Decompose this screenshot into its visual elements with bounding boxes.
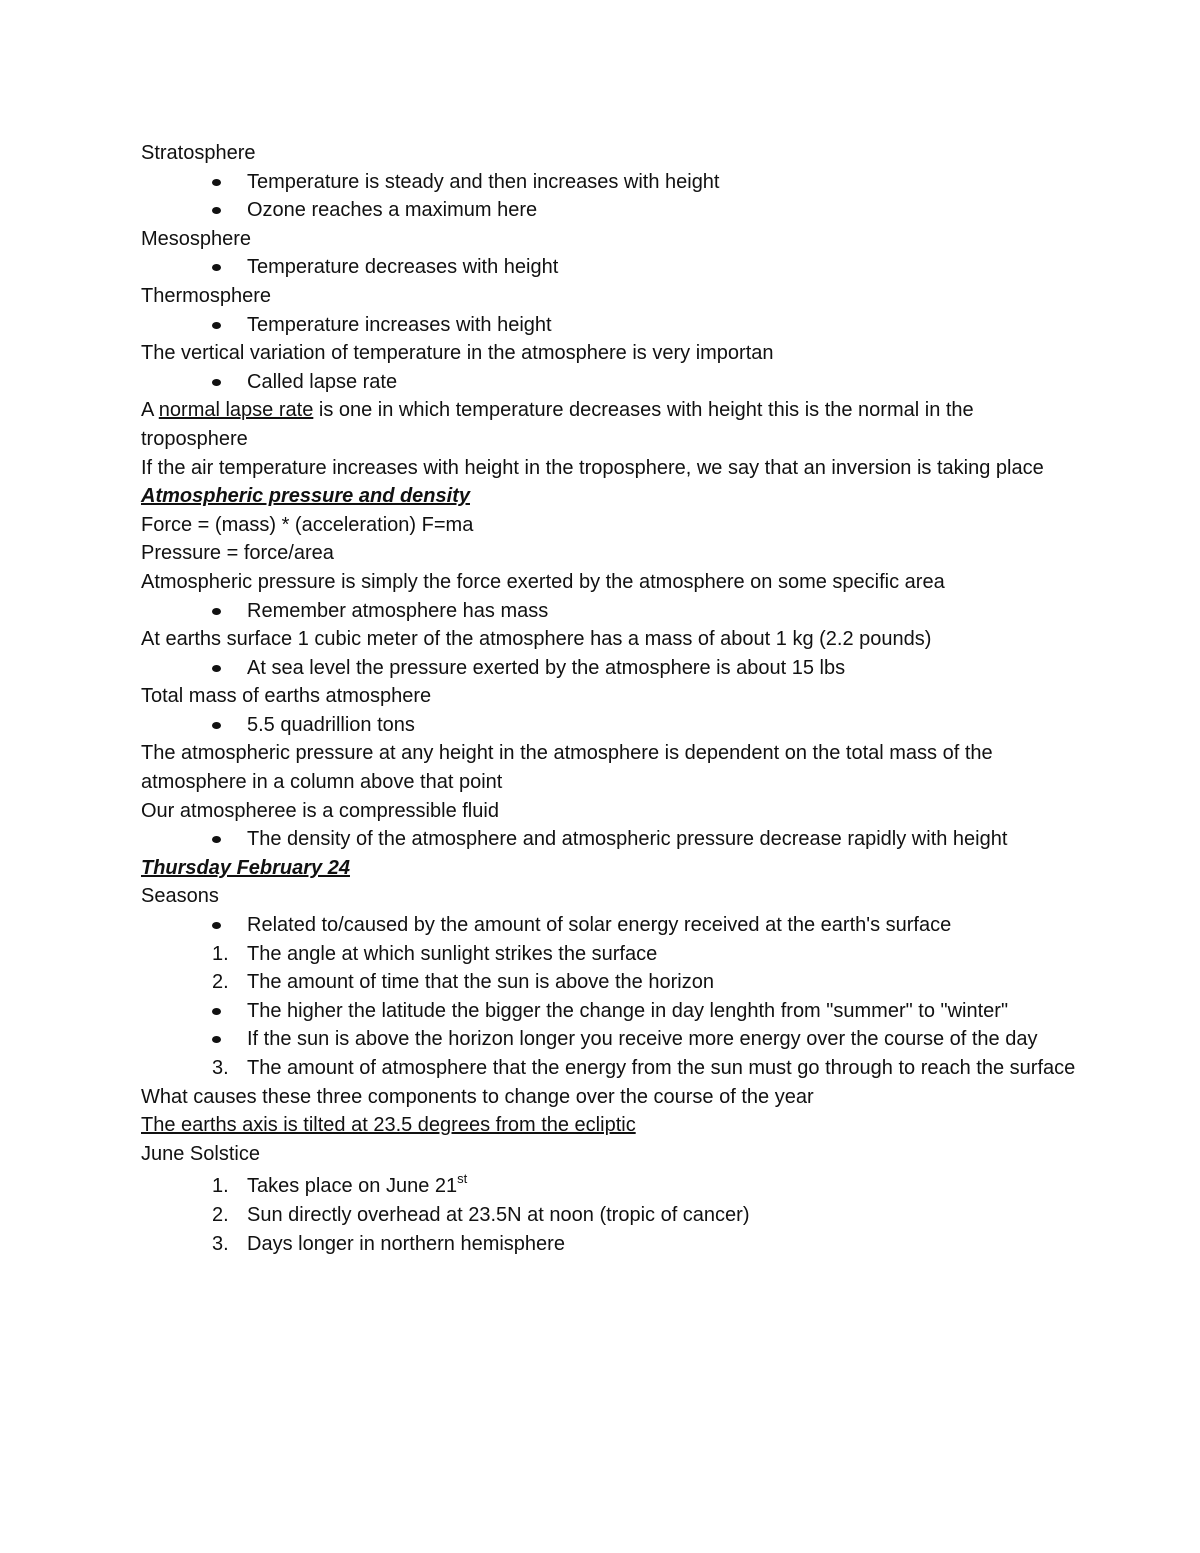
list-number: 1. xyxy=(212,1175,229,1198)
superscript: st xyxy=(457,1171,468,1187)
numbered-item: 1. The angle at which sunlight strikes the surface xyxy=(141,940,1071,969)
section-thermosphere: Thermosphere xyxy=(141,284,272,307)
list-number: 3. xyxy=(212,1232,229,1255)
bullet-item: Remember atmosphere has mass xyxy=(141,597,1071,626)
paragraph: Atmospheric pressure is simply the force exerted by the atmosphere on some specific area xyxy=(141,570,945,593)
numbered-item: 2. Sun directly overhead at 23.5N at noon (tropic of cancer) xyxy=(141,1201,1071,1230)
bullet-icon xyxy=(212,322,221,329)
paragraph: Force = (mass) * (acceleration) F=ma xyxy=(141,513,474,536)
list-number: 2. xyxy=(212,1203,229,1226)
paragraph: The atmospheric pressure at any height in the atmosphere is dependent on the total mass of the atmosphere in a column above that point xyxy=(141,742,993,794)
numbered-item: 3. The amount of atmosphere that the energy from the sun must go through to reach the surface xyxy=(141,1054,1147,1083)
section-june-solstice: June Solstice xyxy=(141,1142,260,1165)
section-stratosphere: Stratosphere xyxy=(141,142,256,164)
underlined-term: normal lapse rate xyxy=(158,399,314,422)
paragraph-inversion: If the air temperature increases with height in the troposphere, we say that an inversion is taking place xyxy=(141,456,1044,479)
numbered-item: 1. Takes place on June 21st xyxy=(141,1172,1071,1201)
bullet-icon xyxy=(212,722,221,729)
list-number: 3. xyxy=(212,1057,229,1079)
bullet-icon xyxy=(212,379,221,386)
bullet-icon xyxy=(212,1008,221,1015)
bullet-item: The higher the latitude the bigger the change in day lenghth from "summer" to "winter" xyxy=(141,997,1117,1026)
bullet-item: The density of the atmosphere and atmospheric pressure decrease rapidly with height xyxy=(141,825,1017,854)
paragraph: What causes these three components to change over the course of the year xyxy=(141,1085,814,1108)
paragraph: Pressure = force/area xyxy=(141,542,334,565)
paragraph: Our atmospheree is a compressible fluid xyxy=(141,799,499,822)
bullet-item: 5.5 quadrillion tons xyxy=(141,711,1071,740)
bullet-icon xyxy=(212,665,221,672)
document-body xyxy=(141,139,1076,1258)
numbered-item: 2. The amount of time that the sun is above the horizon xyxy=(141,968,1071,997)
bullet-item: Called lapse rate xyxy=(141,368,1071,397)
bullet-item: Temperature is steady and then increases with height xyxy=(141,168,1071,197)
bullet-item: Related to/caused by the amount of solar energy received at the earth's surface xyxy=(141,911,1071,940)
list-number: 2. xyxy=(212,971,229,994)
bullet-icon xyxy=(212,836,221,843)
bullet-icon xyxy=(212,179,221,186)
bullet-item: Temperature decreases with height xyxy=(141,253,1071,282)
bullet-item: Temperature increases with height xyxy=(141,311,1071,340)
heading-date: Thursday February 24 xyxy=(141,856,350,879)
numbered-item: 3. Days longer in northern hemisphere xyxy=(141,1230,1071,1259)
paragraph-normal-lapse-rate: A normal lapse rate is one in which temperature decreases with height this is the normal in the troposphere xyxy=(141,399,974,450)
list-number: 1. xyxy=(212,942,229,965)
paragraph: The vertical variation of temperature in the atmosphere is very importan xyxy=(141,342,774,365)
bullet-item: Ozone reaches a maximum here xyxy=(141,196,1071,225)
bullet-icon xyxy=(212,922,221,929)
section-mesosphere: Mesosphere xyxy=(141,227,252,250)
heading-atmospheric-pressure: Atmospheric pressure and density xyxy=(141,485,470,508)
section-seasons: Seasons xyxy=(141,885,219,908)
bullet-icon xyxy=(212,207,221,214)
bullet-icon xyxy=(212,264,221,271)
bullet-item: At sea level the pressure exerted by the atmosphere is about 15 lbs xyxy=(141,654,1071,683)
bullet-icon xyxy=(212,1036,221,1043)
underlined-statement: The earths axis is tilted at 23.5 degrees from the ecliptic xyxy=(141,1114,636,1137)
bullet-icon xyxy=(212,608,221,615)
paragraph: Total mass of earths atmosphere xyxy=(141,685,432,708)
paragraph: At earths surface 1 cubic meter of the atmosphere has a mass of about 1 kg (2.2 pounds) xyxy=(141,628,932,651)
bullet-item: If the sun is above the horizon longer you receive more energy over the course of the day xyxy=(141,1025,1177,1054)
